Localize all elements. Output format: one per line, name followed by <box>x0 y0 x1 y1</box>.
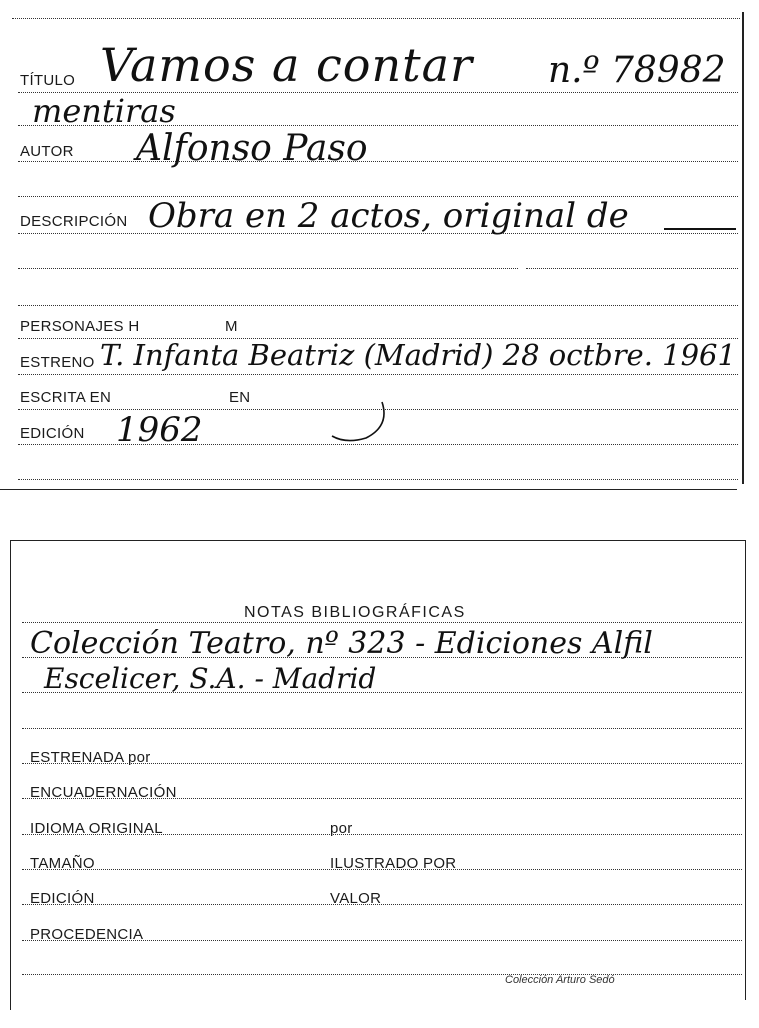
edicion-label: EDICIÓN <box>20 425 85 442</box>
rule-line <box>18 479 738 480</box>
tamano-label: TAMAÑO <box>30 855 95 872</box>
descripcion-dash <box>664 228 736 230</box>
rule-line <box>18 305 738 306</box>
por-label: por <box>330 820 353 837</box>
autor-label: AUTOR <box>20 143 74 160</box>
rule-line <box>22 974 742 975</box>
card-right-border <box>745 540 746 1000</box>
rule-line <box>12 18 740 19</box>
rule-line <box>18 268 518 269</box>
edicion-label: EDICIÓN <box>30 890 95 907</box>
rule-line <box>526 268 738 269</box>
titulo-value-line2: mentiras <box>32 92 176 130</box>
escrita-label: ESCRITA EN <box>20 389 112 406</box>
escrita-en-label: EN <box>229 389 251 406</box>
autor-value: Alfonso Paso <box>136 128 368 169</box>
edicion-value: 1962 <box>116 410 203 450</box>
idioma-label: IDIOMA ORIGINAL <box>30 820 163 837</box>
coleccion-credit: Colección Arturo Sedó <box>505 974 615 986</box>
estreno-label: ESTRENO <box>20 354 95 371</box>
rule-line <box>22 728 742 729</box>
catalog-card-bottom <box>0 530 759 1020</box>
rule-line <box>18 374 738 375</box>
catalog-card-top <box>0 0 759 495</box>
notes-line-2: Escelicer, S.A. - Madrid <box>44 662 377 695</box>
card-left-border <box>10 540 11 1010</box>
estreno-value: T. Infanta Beatriz (Madrid) 28 octbre. 1961 <box>100 338 736 372</box>
personajes-m-label: M <box>225 318 238 335</box>
notes-line-1: Colección Teatro, nº 323 - Ediciones Alfil <box>30 626 653 661</box>
card-top-border <box>10 540 746 541</box>
titulo-value: Vamos a contar <box>100 38 473 92</box>
numero-value: n.º 78982 <box>548 50 726 91</box>
encuadernacion-label: ENCUADERNACIÓN <box>30 784 177 801</box>
ilustrado-label: ILUSTRADO POR <box>330 855 457 872</box>
rule-line <box>22 904 742 905</box>
titulo-label: TÍTULO <box>20 72 76 89</box>
descripcion-value: Obra en 2 actos, original de <box>148 196 629 236</box>
personajes-label: PERSONAJES H <box>20 318 140 335</box>
estrenada-label: ESTRENADA por <box>30 749 151 766</box>
procedencia-label: PROCEDENCIA <box>30 926 144 943</box>
card-right-border <box>742 12 744 484</box>
descripcion-label: DESCRIPCIÓN <box>20 213 128 230</box>
card-bottom-border <box>0 489 737 490</box>
valor-label: VALOR <box>330 890 382 907</box>
notas-heading: NOTAS BIBLIOGRÁFICAS <box>244 604 466 621</box>
rule-line <box>18 161 738 162</box>
rule-line <box>22 622 742 623</box>
punch-hole-mark <box>326 396 390 446</box>
